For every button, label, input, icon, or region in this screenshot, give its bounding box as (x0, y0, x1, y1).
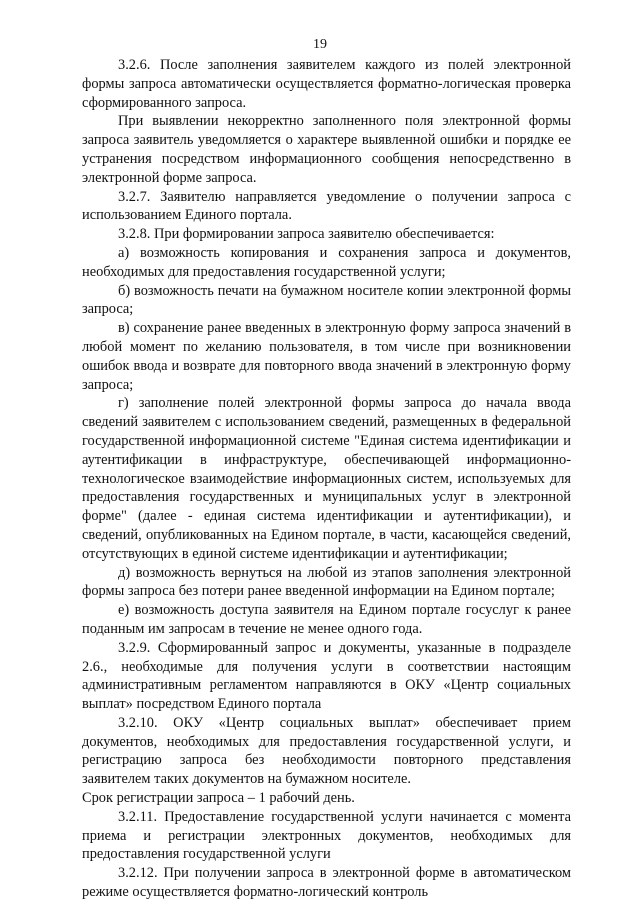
paragraph-3-2-9: 3.2.9. Сформированный запрос и документы, указанные в подразделе 2.6., необходимые для получения услуги в соответствии настоящим административным регламентом направляются в ОКУ «Центр социальных выплат» посредством Единого портала (82, 639, 571, 713)
list-item-b: б) возможность печати на бумажном носителе копии электронной формы запроса; (82, 282, 571, 318)
list-item-g: г) заполнение полей электронной формы запроса до начала ввода сведений заявителем с использованием сведений, размещенных в федеральной государственной информационной системе "Единая система идентификации и аутентификации в инфраструктуре, обеспечивающей информационно-технологическое взаимодействие информационных систем, используемых для предоставления государственных и муниципальных услуг в электронной форме" (далее - единая система идентификации и аутентификации), и сведений, опубликованных на Едином портале, в части, касающейся сведений, отсутствующих в единой системе идентификации и аутентификации; (82, 395, 571, 562)
document-body (82, 56, 571, 902)
paragraph-3-2-7: 3.2.7. Заявителю направляется уведомление о получении запроса с использованием Единого портала. (82, 188, 571, 224)
paragraph-3-2-6: 3.2.6. После заполнения заявителем каждого из полей электронной формы запроса автоматически осуществляется форматно-логическая проверка сформированного запроса. (82, 57, 571, 111)
list-item-d: д) возможность вернуться на любой из этапов заполнения электронной формы запроса без потери ранее введенной информации на Едином портале; (82, 564, 571, 600)
list-item-e: е) возможность доступа заявителя на Едином портале госуслуг к ранее поданным им запросам в течение не менее одного года. (82, 602, 571, 637)
paragraph-3-2-8: 3.2.8. При формировании запроса заявителю обеспечивается: (118, 226, 495, 243)
paragraph-3-2-11: 3.2.11. Предоставление государственной услуги начинается с момента приема и регистрации электронных документов, необходимых для предоставления государственной услуги (82, 808, 571, 863)
list-item-a: а) возможность копирования и сохранения запроса и документов, необходимых для предоставления государственной услуги; (82, 244, 571, 280)
paragraph-registration-term: Срок регистрации запроса – 1 рабочий день. (82, 790, 355, 807)
list-item-v: в) сохранение ранее введенных в электронную форму запроса значений в любой момент по желанию пользователя, в том числе при возникновении ошибок ввода и возврате для повторного ввода значений в электронную форму запроса; (82, 320, 571, 393)
page-number: 19 (313, 37, 327, 52)
paragraph-3-2-10: 3.2.10. ОКУ «Центр социальных выплат» обеспечивает прием документов, необходимых для предоставления государственной услуги, и регистрацию запроса без необходимости повторного представления заявителем таких документов на бумажном носителе. (82, 714, 571, 788)
paragraph-3-2-12: 3.2.12. При получении запроса в электронной форме в автоматическом режиме осуществляется форматно-логический контроль (82, 865, 571, 901)
paragraph-error-notice: При выявлении некорректно заполненного поля электронной формы запроса заявитель уведомляется о характере выявленной ошибки и порядке ее устранения посредством информационного сообщения непосредственно в электронной форме запроса. (82, 113, 571, 186)
